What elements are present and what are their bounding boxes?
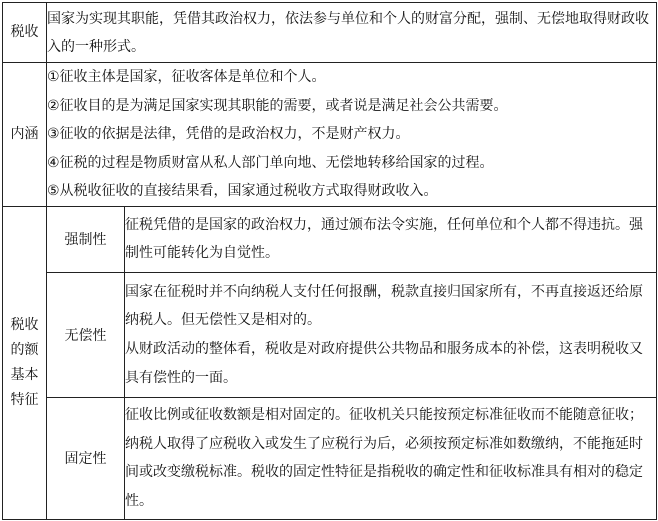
connotation-item: ③征收的依据是法律，凭借的是政治权力，不是财产权力。	[47, 126, 410, 143]
feature-row-compulsory	[3, 206, 657, 272]
definition-text: 国家为实现其职能，凭借其政治权力，依法参与单位和个人的财富分配，强制、无偿地取得财政收入的一种形式。	[47, 3, 657, 63]
connotation-row	[3, 63, 657, 207]
feature-row-fixed	[3, 397, 657, 519]
connotation-label: 内涵	[3, 63, 47, 207]
connotation-item: ①征收主体是国家，征收客体是单位和个人。	[47, 69, 326, 85]
basic-features-label: 税收 的额 基本 特征	[3, 206, 47, 519]
feature-description: 国家在征税时并不向纳税人支付任何报酬，税款直接归国家所有，不再直接返还给原纳税人。但无偿性又是相对的。 从财政活动的整体看，税收是对政府提供公共物品和服务成本的补偿，这表明税收又具有偿性的一面。	[125, 272, 657, 397]
feature-row-gratuitous	[3, 272, 657, 397]
connotation-list	[47, 63, 657, 207]
connotation-item: ②征收目的是为满足国家实现其职能的需要，或者说是满足社会公共需要。	[47, 97, 508, 114]
definition-row	[3, 3, 657, 63]
connotation-item: ⑤从税收征收的直接结果看，国家通过税收方式取得财政收入。	[47, 183, 438, 200]
definition-label: 税收	[3, 3, 47, 63]
feature-description: 征税凭借的是国家的政治权力，通过颁布法令实施，任何单位和个人都不得违抗。强制性可能转化为自觉性。	[125, 206, 657, 272]
feature-name: 无偿性	[47, 272, 125, 397]
feature-name: 强制性	[47, 206, 125, 272]
feature-description: 征收比例或征收数额是相对固定的。征收机关只能按预定标准征收而不能随意征收；纳税人取得了应税收入或发生了应税行为后，必须按预定标准如数缴纳，不能拖延时间或改变缴税标准。税收的固定性特征是指税收的确定性和征收标准具有相对的稳定性。	[125, 397, 657, 519]
tax-table	[2, 2, 657, 520]
feature-name: 固定性	[47, 397, 125, 519]
connotation-item: ④征税的过程是物质财富从私人部门单向地、无偿地转移给国家的过程。	[47, 154, 494, 171]
